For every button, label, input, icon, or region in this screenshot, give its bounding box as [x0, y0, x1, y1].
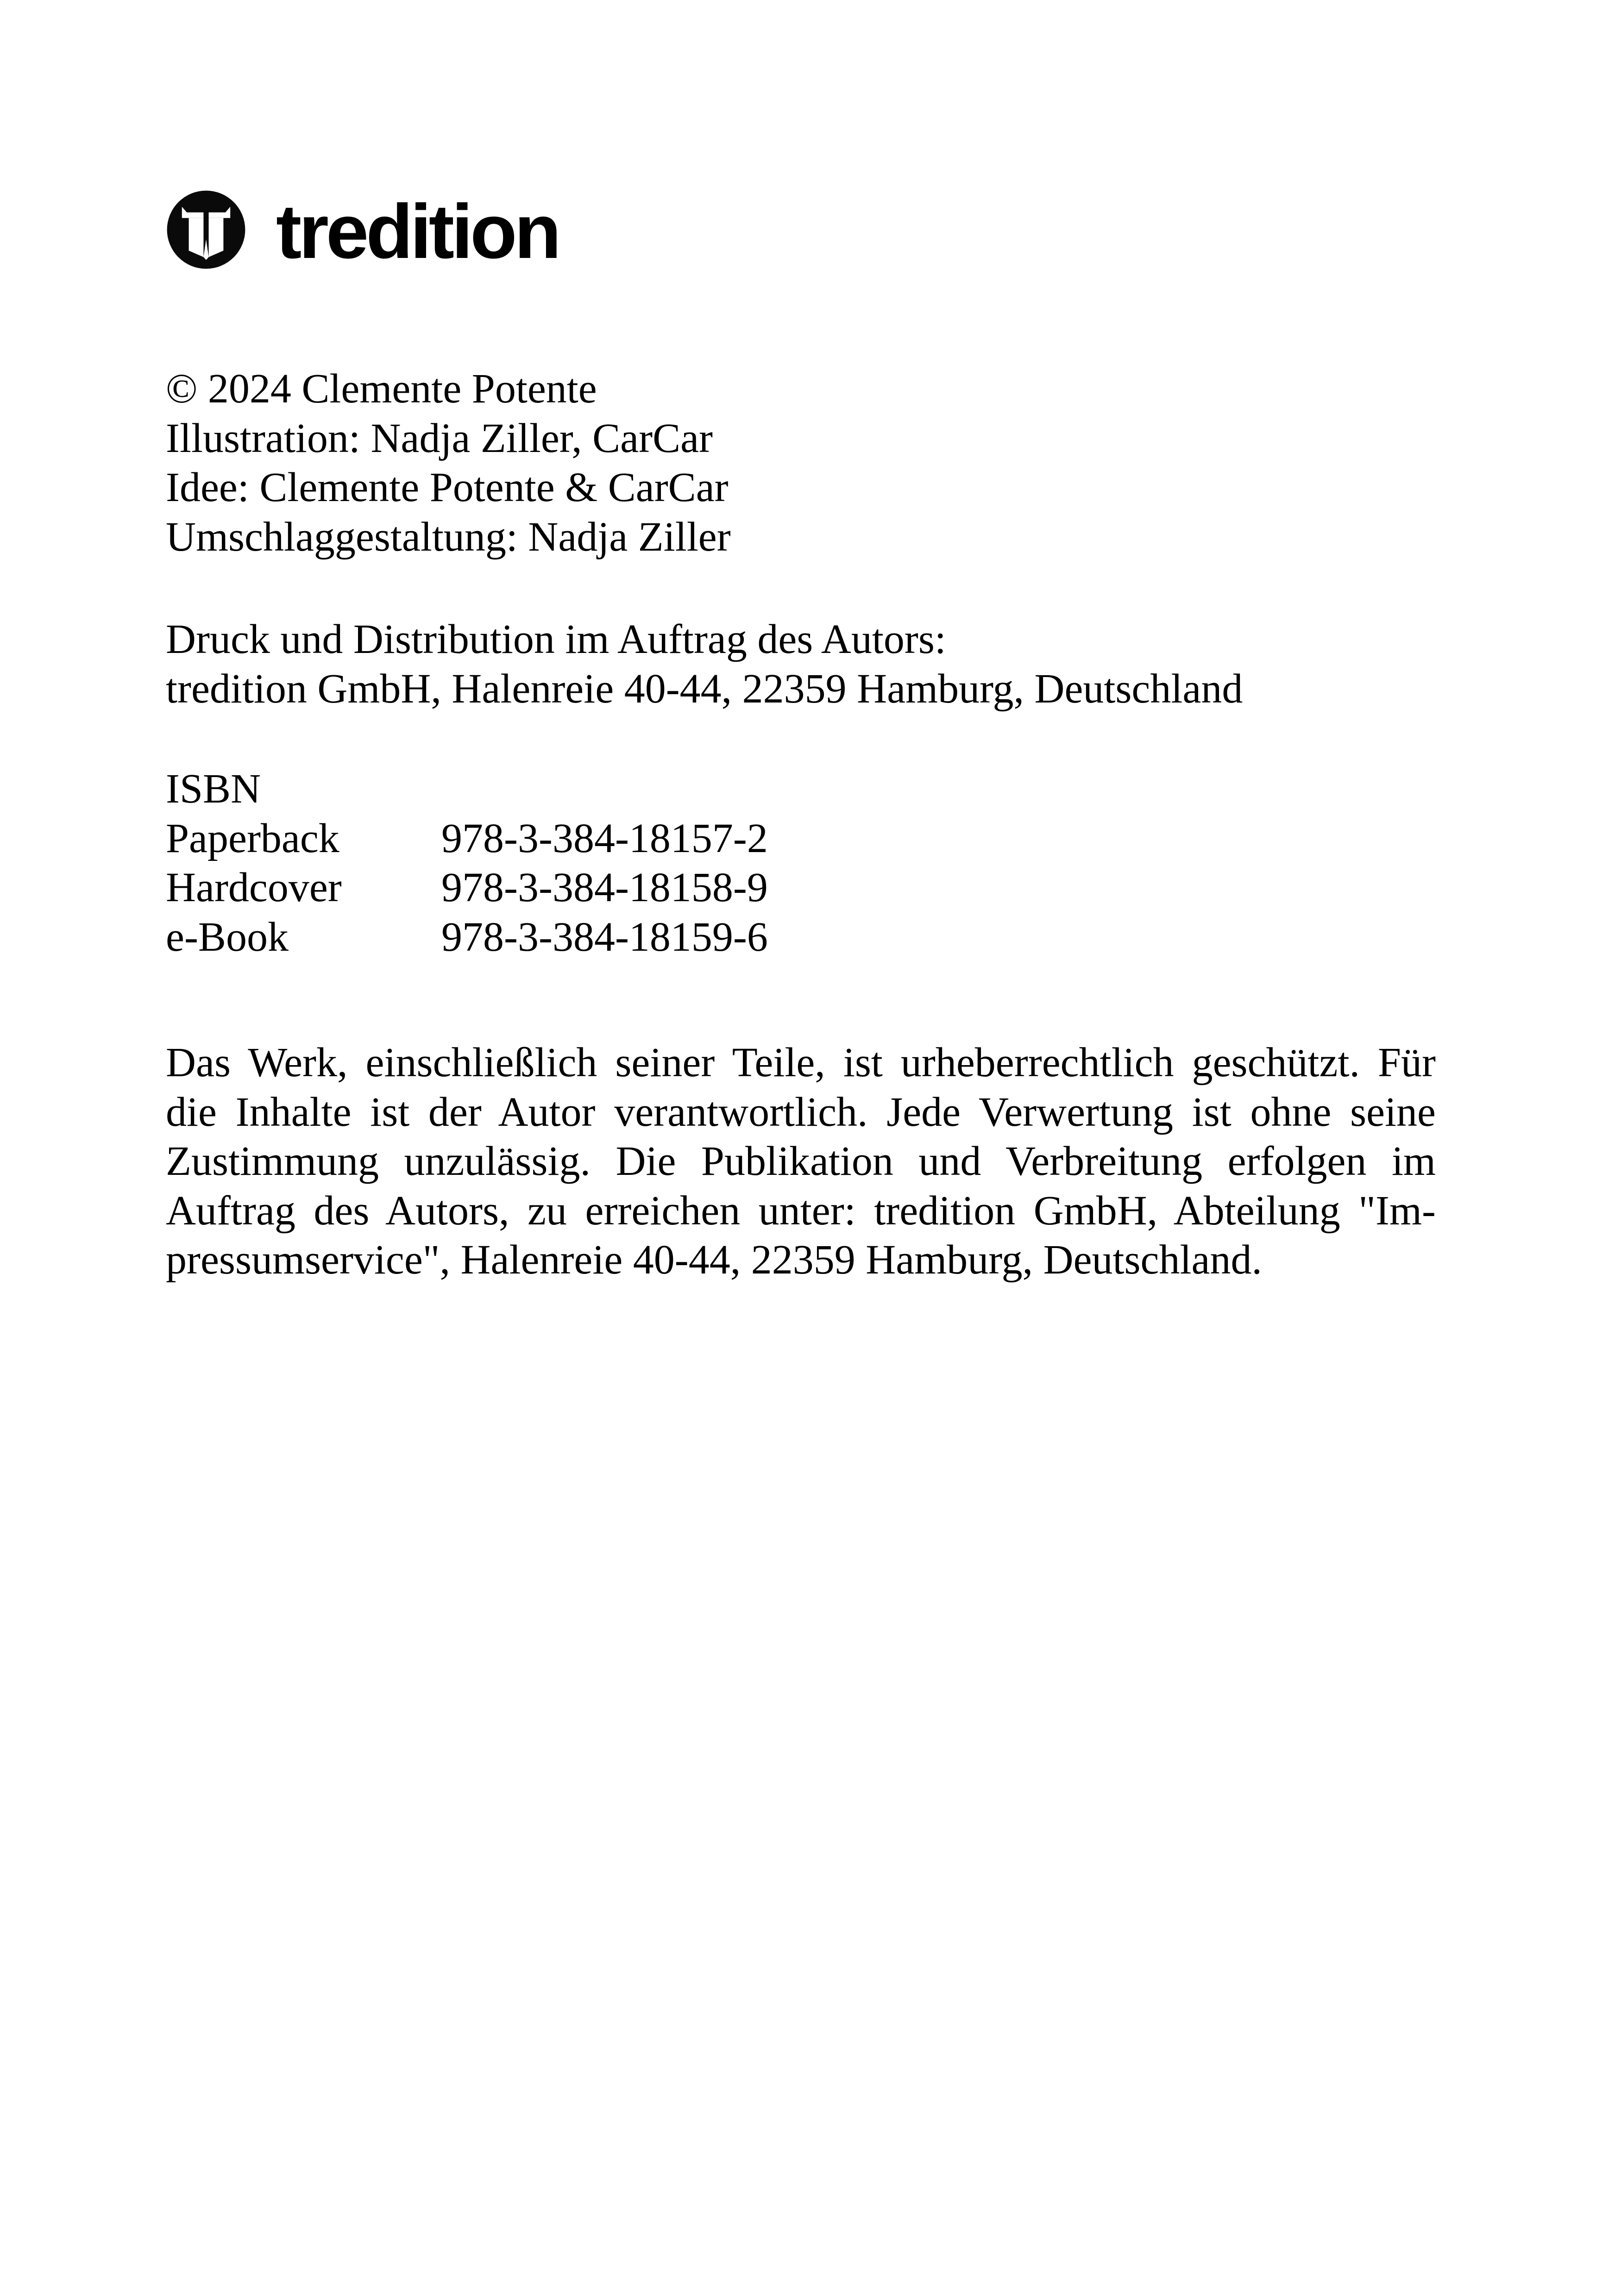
legal-line-5: pressumservice", Halenreie 40-44, 22359 Hamburg, Deutschland. — [166, 1237, 1262, 1283]
distribution-line-1: Druck und Distribution im Auftrag des Autors: — [166, 616, 946, 662]
legal-line-4: Auftrag des Autors, zu erreichen unter: tredition GmbH, Abteilung "Im- — [166, 1187, 1436, 1234]
legal-line-1: Das Werk, einschließlich seiner Teile, ist urheberrechtlich geschützt. Für — [166, 1040, 1436, 1085]
isbn-block — [166, 765, 1436, 962]
distribution-block — [166, 615, 1436, 714]
isbn-value-hardcover: 978-3-384-18158-9 — [441, 865, 768, 910]
copyright-line: © 2024 Clemente Potente — [166, 366, 597, 412]
isbn-row-hardcover — [166, 863, 1436, 913]
copyright-block — [166, 364, 1436, 562]
isbn-heading: ISBN — [166, 766, 261, 812]
cover-design-credit-line: Umschlaggestaltung: Nadja Ziller — [166, 514, 731, 560]
legal-line-2: die Inhalte ist der Autor verantwortlich. Jede Verwertung ist ohne seine — [166, 1089, 1436, 1135]
isbn-value-paperback: 978-3-384-18157-2 — [441, 815, 768, 861]
isbn-label-hardcover: Hardcover — [166, 865, 342, 910]
isbn-label-paperback: Paperback — [166, 815, 339, 861]
tredition-logo-icon — [166, 189, 246, 270]
idea-credit-line: Idee: Clemente Potente & CarCar — [166, 464, 729, 510]
isbn-row-paperback — [166, 814, 1436, 864]
legal-line-3: Zustimmung unzulässig. Die Publikation und Verbreitung erfolgen im — [166, 1138, 1436, 1184]
publisher-logo-row — [166, 189, 1436, 275]
distribution-line-2: tredition GmbH, Halenreie 40-44, 22359 Hamburg, Deutschland — [166, 665, 1243, 712]
legal-notice-block — [166, 1038, 1436, 1285]
illustration-credit-line: Illustration: Nadja Ziller, CarCar — [166, 415, 713, 461]
logo-wordmark: tredition — [276, 189, 559, 275]
isbn-value-ebook: 978-3-384-18159-6 — [441, 914, 768, 960]
isbn-label-ebook: e-Book — [166, 914, 289, 960]
isbn-row-ebook — [166, 913, 1436, 962]
